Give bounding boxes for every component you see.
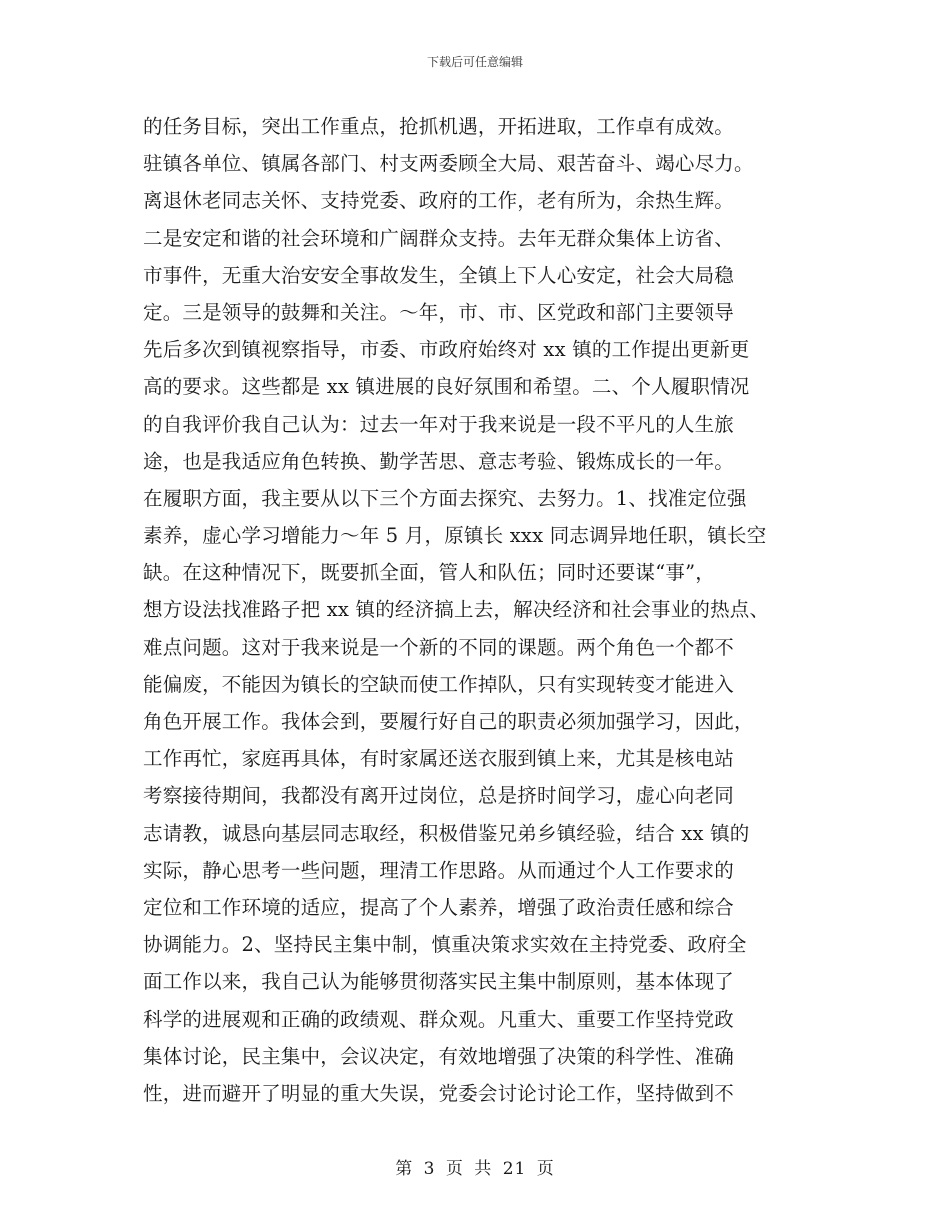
body-line: 考察接待期间，我都没有离开过岗位，总是挤时间学习，虚心向老同 bbox=[143, 784, 735, 808]
body-line: 集体讨论，民主集中，会议决定，有效地增强了决策的科学性、准确 bbox=[143, 1044, 735, 1068]
body-line: 在履职方面，我主要从以下三个方面去探究、去努力。1、找准定位强 bbox=[143, 486, 747, 510]
body-line: 市事件，无重大治安安全事故发生，全镇上下人心安定，社会大局稳 bbox=[143, 263, 735, 287]
page-number-footer: 第 3 页 共 21 页 bbox=[395, 1159, 555, 1179]
body-line: 角色开展工作。我体会到，要履行好自己的职责必须加强学习，因此， bbox=[143, 710, 754, 733]
body-line: 实际，静心思考一些问题，理清工作思路。从而通过个人工作要求的 bbox=[143, 858, 735, 882]
body-line: 科学的进展观和正确的政绩观、群众观。凡重大、重要工作坚持党政 bbox=[143, 1007, 735, 1031]
body-line: 性，进而避开了明显的重大失误，党委会讨论讨论工作，坚持做到不 bbox=[143, 1081, 735, 1105]
body-line: 难点问题。这对于我来说是一个新的不同的课题。两个角色一个都不 bbox=[143, 635, 735, 659]
body-line: 定。三是领导的鼓舞和关注。～年，市、市、区党政和部门主要领导 bbox=[143, 300, 735, 324]
body-line: 志请教，诚恳向基层同志取经，积极借鉴兄弟乡镇经验，结合 xx 镇的 bbox=[143, 821, 750, 845]
body-line: 面工作以来，我自己认为能够贯彻落实民主集中制原则，基本体现了 bbox=[143, 970, 735, 994]
body-line: 高的要求。这些都是 xx 镇进展的良好氛围和希望。二、个人履职情况 bbox=[143, 375, 750, 399]
body-line: 的自我评价我自己认为：过去一年对于我来说是一段不平凡的人生旅 bbox=[143, 412, 735, 436]
body-line: 驻镇各单位、镇属各部门、村支两委顾全大局、艰苦奋斗、竭心尽力。 bbox=[143, 152, 754, 176]
body-line: 的任务目标，突出工作重点，抢抓机遇，开拓进取，工作卓有成效。 bbox=[143, 115, 735, 138]
page-header-note: 下载后可任意编辑 bbox=[426, 55, 523, 69]
document-body bbox=[143, 108, 823, 1112]
body-line: 缺。在这种情况下，既要抓全面，管人和队伍；同时还要谋“事”， bbox=[143, 561, 715, 585]
body-line: 工作再忙，家庭再具体，有时家属还送衣服到镇上来，尤其是核电站 bbox=[143, 747, 735, 771]
body-line: 离退休老同志关怀、支持党委、政府的工作，老有所为，余热生辉。 bbox=[143, 189, 735, 213]
body-line: 素养，虚心学习增能力～年 5 月，原镇长 xxx 同志调异地任职，镇长空 bbox=[143, 524, 767, 548]
body-line: 定位和工作环境的适应，提高了个人素养，增强了政治责任感和综合 bbox=[143, 895, 735, 919]
body-line: 二是安定和谐的社会环境和广阔群众支持。去年无群众集体上访省、 bbox=[143, 226, 735, 250]
body-line: 途，也是我适应角色转换、勤学苦思、意志考验、锻炼成长的一年。 bbox=[143, 449, 735, 473]
body-line: 能偏废，不能因为镇长的空缺而使工作掉队，只有实现转变才能进入 bbox=[143, 672, 735, 696]
body-line: 想方设法找准路子把 xx 镇的经济搞上去，解决经济和社会事业的热点、 bbox=[143, 598, 770, 622]
body-line: 先后多次到镇视察指导，市委、市政府始终对 xx 镇的工作提出更新更 bbox=[143, 338, 750, 362]
body-line: 协调能力。2、坚持民主集中制，慎重决策求实效在主持党委、政府全 bbox=[143, 933, 747, 957]
